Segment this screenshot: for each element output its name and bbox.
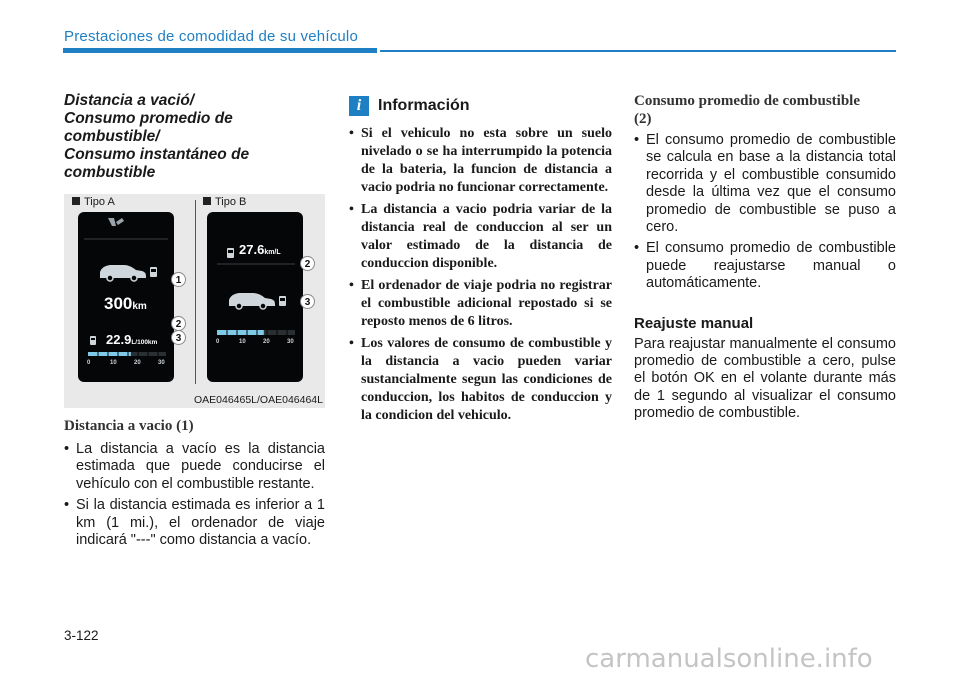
callout-badge: 3 xyxy=(300,294,315,309)
manual-reset-title: Reajuste manual xyxy=(634,314,754,332)
list-item: • La distancia a vacío es la distancia estimada que puede conducirse el vehículo con el combustible restante. xyxy=(64,441,325,493)
watermark: carmanualsonline.info xyxy=(585,644,873,674)
section-title-line: Consumo promedio de xyxy=(64,110,233,127)
scale-tick-label: 30 xyxy=(287,339,294,345)
cluster-screen-type-b xyxy=(207,212,303,382)
car-icon xyxy=(229,293,275,309)
fuel-pump-icon xyxy=(150,267,157,277)
list-item: • El consumo promedio de combustible puede reajustarse manual o automáticamente. xyxy=(634,240,896,292)
section-title-line: combustible xyxy=(64,164,156,181)
page-number: 3-122 xyxy=(64,628,99,643)
average-consumption-bullets xyxy=(634,132,896,293)
list-item: • Si el vehiculo no esta sobre un suelo nivelado o se ha interrumpido la potencia de la bateria, la funcion de distancia a vacio podria no funcionar correctamente. xyxy=(349,125,612,197)
cluster-screen-type-a xyxy=(78,212,174,382)
right-column xyxy=(634,92,896,423)
cluster-figure xyxy=(64,194,325,408)
instant-consumption-value: 27.6km/L xyxy=(239,242,281,257)
fuel-pump-icon-right xyxy=(279,296,286,306)
seat-icon xyxy=(108,218,124,226)
callout-badge: 2 xyxy=(171,316,186,331)
section-title-line: (2) xyxy=(634,111,652,127)
list-item: • Si la distancia estimada es inferior a 1 km (1 mi.), el ordenador de viaje indicará "---" como distancia a vacío. xyxy=(64,497,325,549)
fuel-pump-icon xyxy=(227,248,234,258)
callout-badge: 3 xyxy=(171,330,186,345)
gauge-bar-fill xyxy=(88,352,131,356)
average-consumption-value: 22.9L/100km xyxy=(106,332,158,347)
header-rule-thick xyxy=(63,48,377,53)
distance-to-empty-value: 300km xyxy=(104,294,147,313)
section-title-line: Consumo promedio de combustible xyxy=(634,93,860,109)
section-title-line: Distancia a vació/ xyxy=(64,92,195,109)
header-rule-thin xyxy=(380,50,896,52)
fuel-pump-icon-small xyxy=(90,336,96,345)
figure-code: OAE046465L/OAE046464L xyxy=(193,394,323,406)
callout-badge: 1 xyxy=(171,272,186,287)
figure-divider xyxy=(195,200,196,384)
cluster-screen-b-art xyxy=(207,212,303,382)
scale-tick-label: 0 xyxy=(87,360,91,366)
car-icon xyxy=(100,265,146,281)
scale-tick-label: 20 xyxy=(263,339,270,345)
info-icon: i xyxy=(349,96,369,116)
section-title xyxy=(64,92,325,182)
scale-tick-label: 10 xyxy=(110,360,117,366)
scale-tick-label: 30 xyxy=(158,360,165,366)
list-item: • Los valores de consumo de combustible y la distancia a vacio pueden variar sustancialmente segun las condiciones de conduccion, los habitos de conduccion y la condicion del vehiculo. xyxy=(349,335,612,425)
page-header-title: Prestaciones de comodidad de su vehículo xyxy=(64,28,359,45)
info-title: Información xyxy=(378,97,470,114)
scale-tick-label: 20 xyxy=(134,360,141,366)
section-title-line: Consumo instantáneo de xyxy=(64,146,250,163)
callout-badge: 2 xyxy=(300,256,315,271)
left-column xyxy=(64,92,325,549)
figure-label-a: Tipo A xyxy=(72,196,115,208)
figure-label-b: Tipo B xyxy=(203,196,246,208)
section-title-line: combustible/ xyxy=(64,128,160,145)
info-bullets xyxy=(349,125,612,425)
scale-tick-label: 0 xyxy=(216,339,220,345)
square-bullet-icon xyxy=(72,197,80,205)
manual-reset-text: Para reajustar manualmente el consumo promedio de combustible a cero, pulse el botón OK en el volante durante más de 1 segundo al visualizar el consumo promedio de combustible. xyxy=(634,335,896,422)
distance-bullets xyxy=(64,441,325,549)
section-title-average-consumption xyxy=(634,92,896,128)
square-bullet-icon xyxy=(203,197,211,205)
middle-column xyxy=(349,92,612,429)
subheading-distance-to-empty: Distancia a vacio (1) xyxy=(64,418,194,434)
list-item: • La distancia a vacio podria variar de la distancia real de conduccion al ser un valor estimado de la distancia de conduccion disponible. xyxy=(349,201,612,273)
scale-tick-label: 10 xyxy=(239,339,246,345)
list-item: • El consumo promedio de combustible se calcula en base a la distancia total recorrida y el combustible consumido desde la última vez que el consumo promedio de combustible se puso a cero. xyxy=(634,132,896,236)
list-item: • El ordenador de viaje podria no registrar el combustible adicional repostado si se reposto menos de 6 litros. xyxy=(349,277,612,331)
info-header xyxy=(349,96,612,116)
